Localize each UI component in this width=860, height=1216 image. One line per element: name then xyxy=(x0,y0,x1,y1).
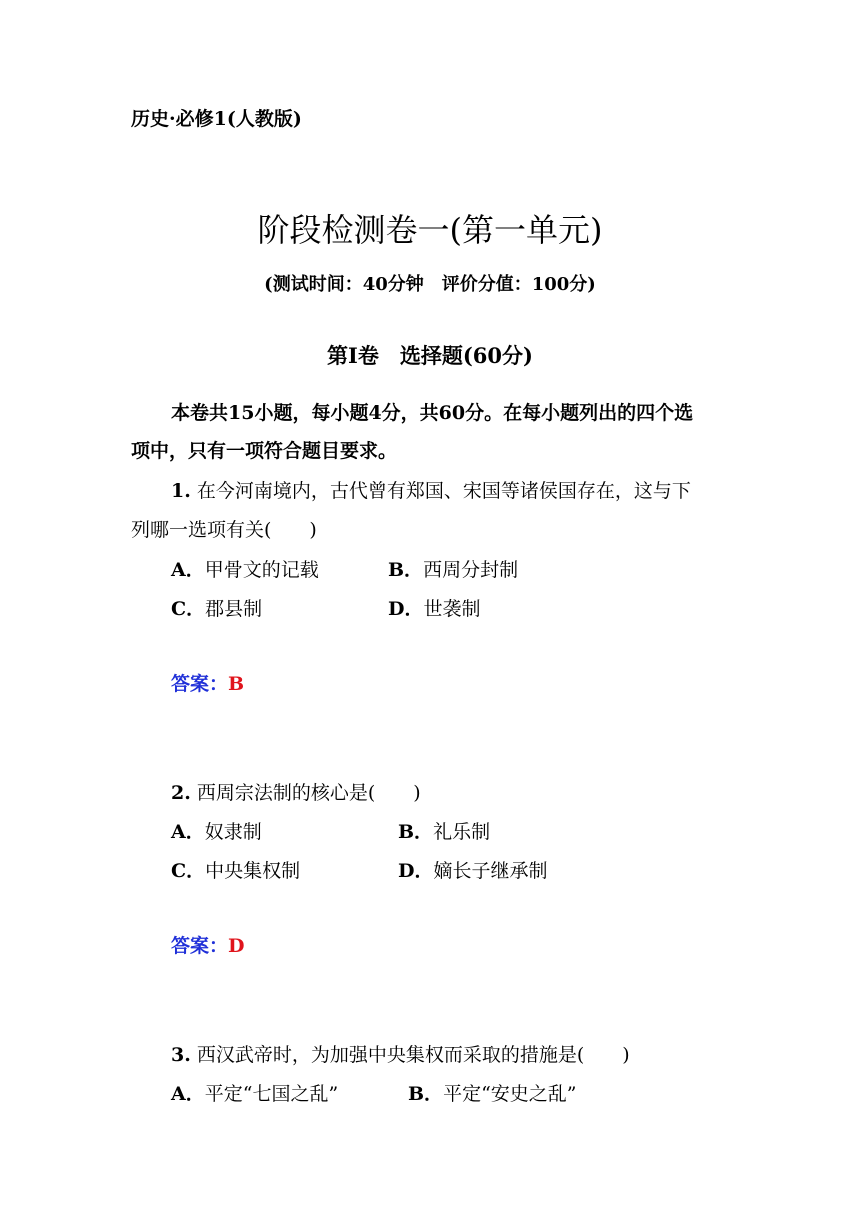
answer-value: D xyxy=(228,935,245,957)
option-text: 奴隶制 xyxy=(204,821,262,843)
instructions-line-2: 项中，只有一项符合题目要求。 xyxy=(131,440,398,462)
section-heading: 第Ⅰ卷 选择题(60分) xyxy=(327,343,533,368)
option-letter: A． xyxy=(171,1083,205,1105)
question-1-line-2: 列哪一选项有关( ) xyxy=(131,519,317,541)
question-2-option-c xyxy=(171,856,300,883)
question-3-option-a xyxy=(171,1079,338,1106)
question-2-answer xyxy=(171,931,245,958)
question-text: 西周宗法制的核心是( ) xyxy=(196,782,421,804)
question-1-option-b xyxy=(388,555,518,582)
answer-label: 答案： xyxy=(171,935,229,957)
option-text: 嫡长子继承制 xyxy=(433,860,548,882)
test-info: (测试时间：40分钟 评价分值：100分) xyxy=(264,274,596,295)
option-letter: A． xyxy=(171,821,205,843)
question-1-line-1 xyxy=(171,476,691,503)
question-1-answer xyxy=(171,669,244,696)
question-2-option-d xyxy=(398,856,548,883)
option-letter: C． xyxy=(171,598,206,620)
question-text: 在今河南境内，古代曾有郑国、宋国等诸侯国存在，这与下 xyxy=(196,480,691,502)
option-text: 世袭制 xyxy=(423,598,481,620)
answer-value: B xyxy=(228,673,245,695)
question-1-option-d xyxy=(388,594,481,621)
option-letter: B． xyxy=(408,1083,444,1105)
question-2-option-a xyxy=(171,817,262,844)
option-text: 甲骨文的记载 xyxy=(204,559,319,581)
question-1-option-a xyxy=(171,555,319,582)
question-3-line-1 xyxy=(171,1040,630,1067)
option-text: 平定“安史之乱” xyxy=(443,1083,577,1105)
question-number: 1. xyxy=(171,480,191,502)
page-title: 阶段检测卷一(第一单元) xyxy=(257,211,603,249)
question-3-option-b xyxy=(408,1079,577,1106)
instructions-line-1: 本卷共15小题，每小题4分，共60分。在每小题列出的四个选 xyxy=(171,402,694,424)
option-text: 郡县制 xyxy=(205,598,263,620)
option-letter: B． xyxy=(398,821,434,843)
option-letter: A． xyxy=(171,559,205,581)
document-header: 历史·必修1(人教版) xyxy=(131,108,302,130)
question-1-option-c xyxy=(171,594,262,621)
option-text: 中央集权制 xyxy=(205,860,301,882)
option-letter: B． xyxy=(388,559,424,581)
question-text: 西汉武帝时，为加强中央集权而采取的措施是( ) xyxy=(196,1044,630,1066)
option-text: 礼乐制 xyxy=(433,821,491,843)
option-text: 西周分封制 xyxy=(423,559,519,581)
option-letter: D． xyxy=(398,860,434,882)
option-letter: D． xyxy=(388,598,424,620)
option-text: 平定“七国之乱” xyxy=(204,1083,339,1105)
option-letter: C． xyxy=(171,860,206,882)
question-number: 3. xyxy=(171,1044,191,1066)
question-2-line-1 xyxy=(171,778,421,805)
answer-label: 答案： xyxy=(171,673,229,695)
question-number: 2. xyxy=(171,782,191,804)
question-2-option-b xyxy=(398,817,490,844)
